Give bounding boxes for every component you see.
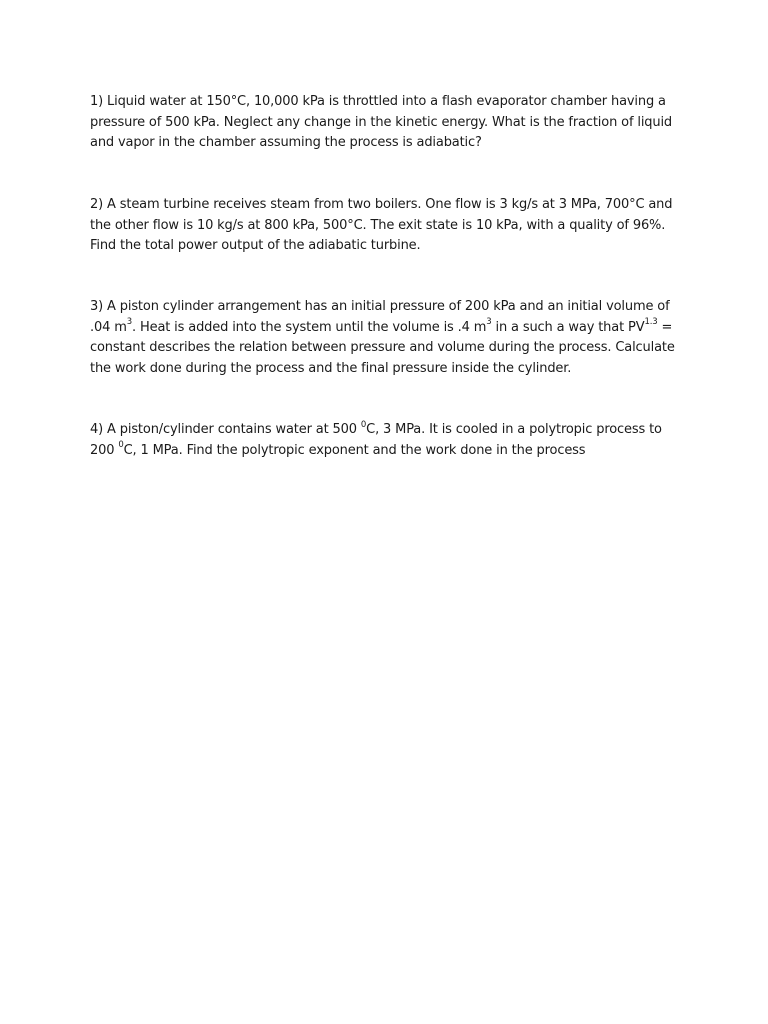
superscript-cubed: 3	[126, 317, 132, 328]
problem-4-text: C, 3 MPa. It is cooled in a polytropic process to 200	[90, 422, 662, 458]
problem-4-text: 4) A piston/cylinder contains water at 500	[90, 422, 361, 437]
problem-1: 1) Liquid water at 150°C, 10,000 kPa is throttled into a flash evaporator chamber having a pressure of 500 kPa. Neglect any change in the kinetic energy. What is the fraction of liquid and vapor in the chamber assuming the process is adiabatic?	[90, 94, 673, 150]
problem-2: 2) A steam turbine receives steam from two boilers. One flow is 3 kg/s at 3 MPa, 700°C and the other flow is 10 kg/s at 800 kPa, 500°C. The exit state is 10 kPa, with a quality of 96%. Find the total power output of the adiabatic turbine.	[90, 197, 673, 253]
problem-3-text: . Heat is added into the system until the volume is .4 m	[132, 319, 487, 335]
superscript-cubed: 3	[486, 317, 492, 328]
problem-4	[90, 420, 690, 461]
polytropic-exponent-superscript: 1.3	[644, 317, 658, 328]
problem-3-text: = constant describes the relation between pressure and volume during the process. Calculate the work done during the process and the final pressure inside the cylinder.	[90, 319, 675, 376]
degree-superscript: 0	[118, 440, 124, 451]
problem-3-text: in a such a way that PV	[491, 319, 645, 335]
problem-3-text: 3) A piston cylinder arrangement has an initial pressure of 200 kPa and an initial volume of .04 m	[90, 299, 670, 335]
problem-4-text: C, 1 MPa. Find the polytropic exponent and the work done in the process	[123, 442, 586, 458]
degree-superscript: 0	[360, 419, 367, 430]
problem-3	[90, 297, 690, 379]
